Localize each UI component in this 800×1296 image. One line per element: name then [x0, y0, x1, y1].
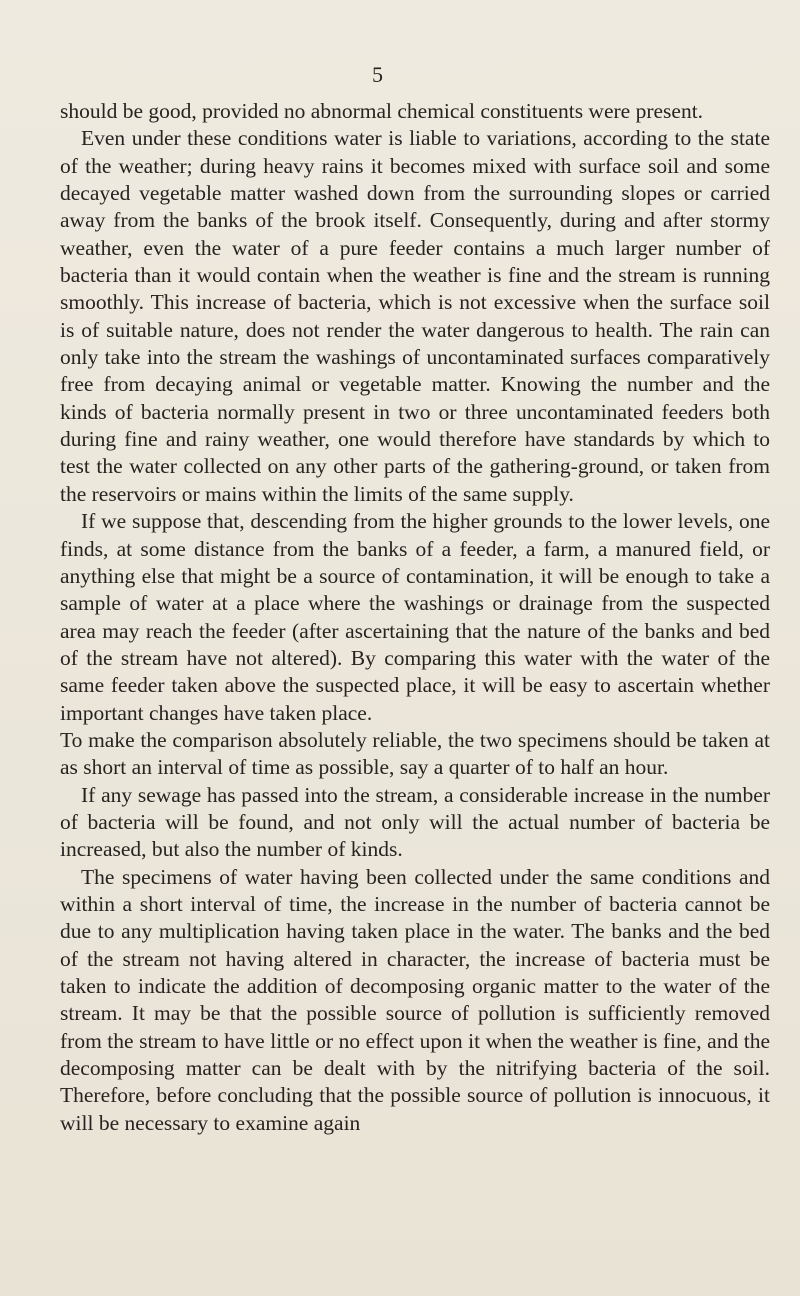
page-number: 5: [372, 62, 383, 87]
paragraph-4: To make the comparison absolutely reliable, the two specimens should be taken at as short an interval of time as possible, say a quarter of to half an hour.: [60, 727, 770, 780]
paragraph-3: If we suppose that, descending from the higher grounds to the lower levels, one finds, at some distance from the banks of a feeder, a farm, a manured field, or anything else that might be a source of contamination, it will be enough to take a sample of water at a place where the washings or drainage from the suspected area may reach the feeder (after ascertaining that the nature of the banks and bed of the stream have not altered). By comparing this water with the water of the same feeder taken above the suspected place, it will be easy to ascertain whether important changes have taken place.: [60, 509, 770, 725]
paragraph-2: Even under these conditions water is liable to variations, according to the state of the weather; during heavy rains it becomes mixed with surface soil and some decayed vegetable matter washed down from the surrounding slopes or carried away from the banks of the brook itself. Consequently, during and after stormy weather, even the water of a pure feeder contains a much larger number of bacteria than it would contain when the weather is fine and the stream is running smoothly. This increase of bacteria, which is not excessive when the surface soil is of suitable nature, does not render the water dangerous to health. The rain can only take into the stream the washings of uncontaminated surfaces comparatively free from decaying animal or vegetable matter. Knowing the number and the kinds of bacteria normally present in two or three uncontaminated feeders both during fine and rainy weather, one would therefore have standards by which to test the water collected on any other parts of the gathering-ground, or taken from the reservoirs or mains within the limits of the same supply.: [60, 126, 770, 506]
paragraph-1: should be good, provided no abnormal chemical constituents were present.: [60, 99, 704, 123]
paragraph-6: The specimens of water having been collected under the same conditions and within a short interval of time, the increase in the number of bacteria cannot be due to any multiplication having taken place in the water. The banks and the bed of the stream not having altered in character, the increase of bacteria must be taken to indicate the addition of decomposing organic matter to the water of the stream. It may be that the possible source of pollution is sufficiently removed from the stream to have little or no effect upon it when the weather is fine, and the decomposing matter can be dealt with by the nitrifying bacteria of the soil. Therefore, before concluding that the possible source of pollution is innocuous, it will be necessary to examine again: [60, 864, 770, 1135]
page-body: [60, 98, 770, 1137]
paragraph-5: If any sewage has passed into the stream, a considerable increase in the number of bacteria will be found, and not only will the actual number of bacteria be increased, but also the number of kinds.: [60, 782, 770, 862]
